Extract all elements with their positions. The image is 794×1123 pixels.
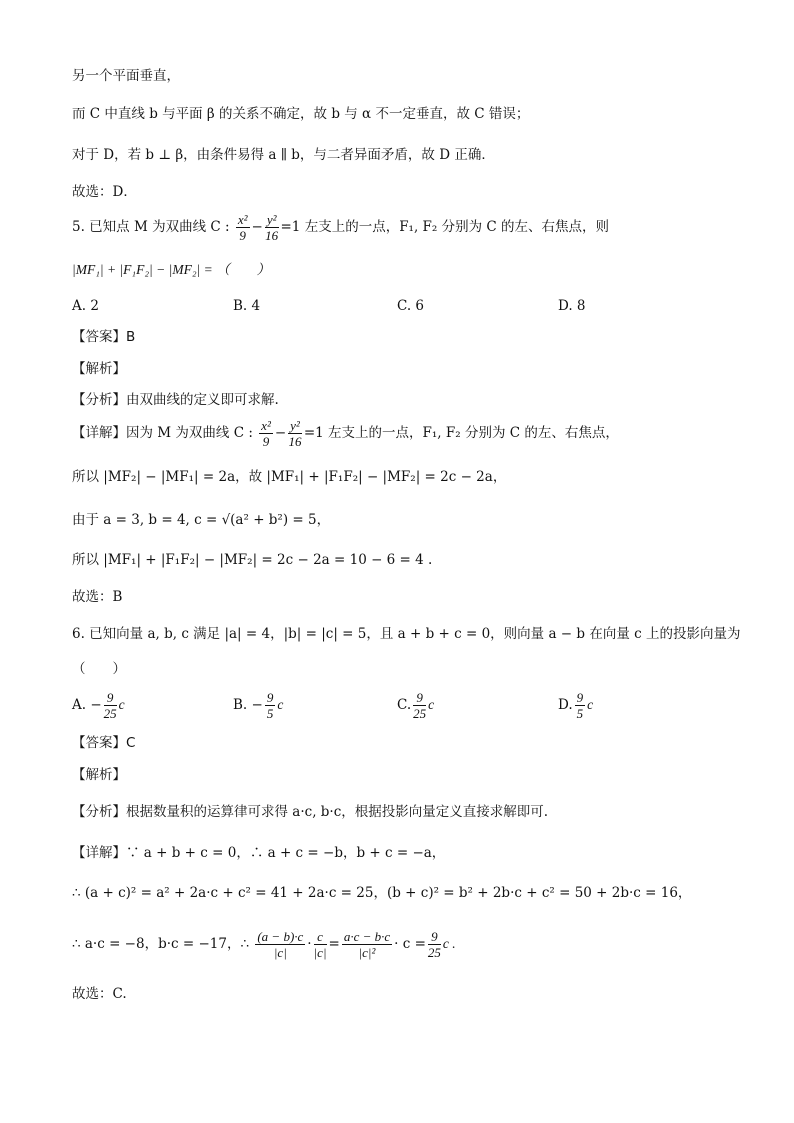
fraction: $\frac{\text{x²}}{9}$ [237,212,248,243]
text-line: 故选：D． [72,184,137,200]
question-5-stem [72,212,609,243]
option-b: B. − $\frac{9}{5}$ c [233,690,284,721]
minus-sign: − [251,219,263,235]
solution-step: 由于 a = 3, b = 4, c = √(a² + b²) = 5， [72,512,331,528]
option-c: C. $\frac{9}{25}$ c [397,690,435,721]
solution-step: 所以 |MF₂| − |MF₁| = 2a，故 |MF₁| + |F₁F₂| − |MF₂| = 2c − 2a， [72,469,507,485]
detail-line [72,418,619,449]
fraction: $\frac{\text{y²}}{16}$ [288,418,302,449]
option-a: A. − $\frac{9}{25}$ c [72,690,125,721]
analysis-summary: 【分析】根据数量积的运算律可求得 a·c, b·c，根据投影向量定义直接求解即可. [72,804,549,820]
question-6-paren: （ ） [72,661,126,677]
analysis-summary: 【分析】由双曲线的定义即可求解. [72,392,279,408]
fraction: $\frac{\text{x²}}{9}$ [261,418,271,449]
q5-tail: =1 左支上的一点，F₁, F₂ 分别为 C 的左、右焦点，则 [280,219,610,235]
analysis-label: 【解析】 [72,361,126,377]
text-line: 而 C 中直线 b 与平面 β 的关系不确定，故 b 与 α 不一定垂直，故 C 错误； [72,106,530,122]
solution-step: 所以 |MF₁| + |F₁F₂| − |MF₂| = 2c − 2a = 10 − 6 = 4 . [72,552,433,568]
detail-tail: =1 左支上的一点，F₁, F₂ 分别为 C 的左、右焦点， [303,425,619,441]
option-a: A. 2 [72,298,99,314]
final-choice: 故选：C. [72,986,127,1002]
answer-label: 【答案】B [72,329,136,345]
text-line: 对于 D，若 b ⊥ β，由条件易得 a ∥ b，与二者异面矛盾，故 D 正确． [72,147,495,163]
solution-step: ∴ a·c = −8，b·c = −17，∴ $\frac{(a - b)\cdot c}{|c|}$ · $\frac{c}{|c|}$ = $\frac{a\cdot c - b\cdot c}{\text{|c|²}}$ · c = $\frac{9}{25}$ c . [72,929,456,960]
option-b: B. 4 [233,298,261,314]
minus-sign: − [274,425,287,441]
analysis-label: 【解析】 [72,767,126,783]
q5-mid: M 为双曲线 C : [133,219,230,235]
answer-label: 【答案】C [72,735,136,751]
q5-prefix: 5. 已知点 [72,219,130,235]
q5-expression: |MF₁| + |F₁F₂| − |MF₂| = （ ） [72,262,271,277]
option-d: D. $\frac{9}{5}$ c [558,690,594,721]
solution-step: ∴ (a + c)² = a² + 2a·c + c² = 41 + 2a·c = 25，(b + c)² = b² + 2b·c + c² = 50 + 2b·c = 16， [72,885,692,901]
fraction: $\frac{\text{y²}}{16}$ [265,212,279,243]
final-choice: 故选：B [72,589,123,605]
option-c: C. 6 [397,298,425,314]
solution-step: 【详解】∵ a + b + c = 0，∴ a + c = −b，b + c = −a， [72,845,446,861]
question-6-stem: 6. 已知向量 a, b, c 满足 |a| = 4，|b| = |c| = 5，且 a + b + c = 0，则向量 a − b 在向量 c 上的投影向量为 [72,626,741,642]
option-d: D. 8 [558,298,586,314]
detail-head: 【详解】因为 M 为双曲线 C : [72,425,253,441]
text-line: 另一个平面垂直， [72,68,180,84]
